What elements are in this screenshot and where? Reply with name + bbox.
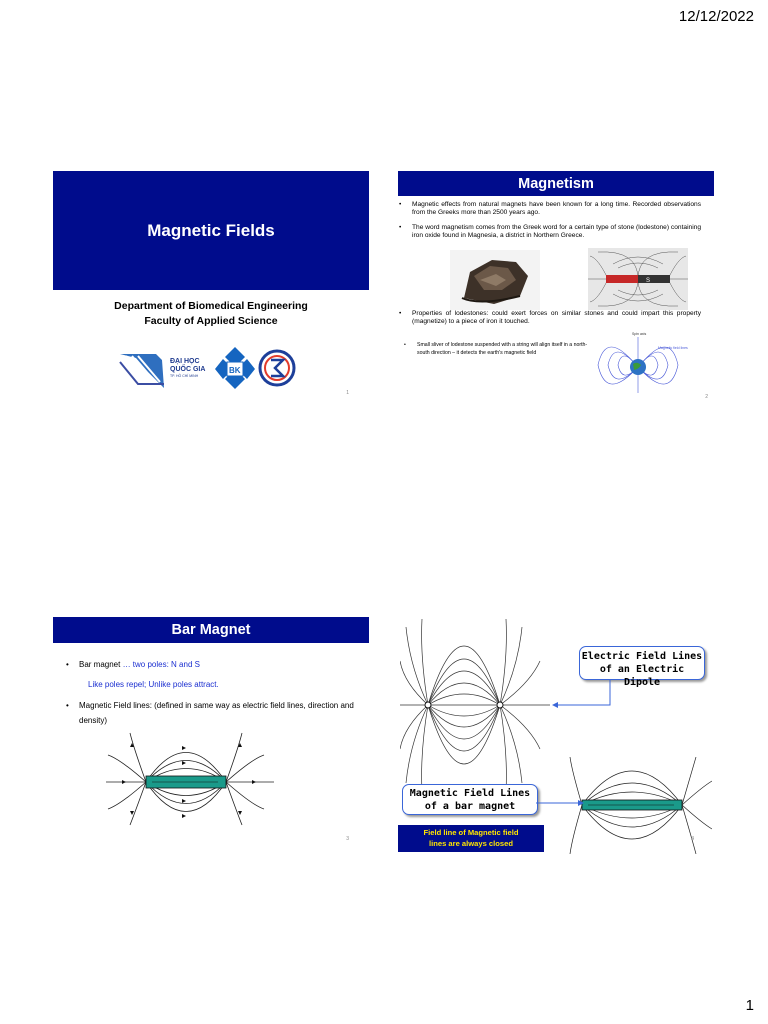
title-banner xyxy=(53,617,369,643)
magnetic-label-line-2: of a bar magnet xyxy=(424,801,516,812)
slide-number: 2 xyxy=(705,394,708,400)
bullet-dot: • xyxy=(399,224,402,231)
bullet-1 xyxy=(66,659,356,670)
magnetic-label-line-1: Magnetic Field Lines xyxy=(409,788,531,799)
bullet-text: Magnetic effects from natural magnets have been known for a long time. Recorded observations from the Greeks more than 2500 years ago. xyxy=(412,201,701,217)
poles-rule-text: Like poles repel; Unlike poles attract. xyxy=(88,680,219,689)
callout-arrow-icon xyxy=(536,797,586,809)
bullet-1 xyxy=(399,201,701,217)
faculty-sigma-logo-icon xyxy=(258,349,296,387)
bullet-dot: • xyxy=(404,342,406,348)
bullet-text: Properties of lodestones: could exert forces on similar stones and could impart this property (magnetize) to a piece of iron it touched. xyxy=(412,310,701,326)
department-line: Department of Biomedical Engineering xyxy=(114,300,308,312)
slide-title: Bar Magnet xyxy=(171,622,251,638)
slide-title: Magnetic Fields xyxy=(147,221,275,240)
slide-3 xyxy=(53,617,369,854)
bullet-dot: • xyxy=(399,201,402,208)
svg-text:S: S xyxy=(646,278,651,284)
spin-axis-label: Spin axis xyxy=(632,332,647,336)
bullet-2 xyxy=(399,224,701,240)
logo-text-1: ĐẠI HỌC xyxy=(170,358,200,365)
electric-label-line-1: Electric Field Lines xyxy=(581,651,703,662)
page-number: 1 xyxy=(745,997,754,1014)
bullet-text: Bar magnet xyxy=(79,660,123,669)
faculty-line: Faculty of Applied Science xyxy=(144,315,278,327)
bar-magnet-field-diagram xyxy=(106,729,286,827)
earth-field-image xyxy=(596,329,692,397)
slide-number: 4 xyxy=(691,836,694,842)
lodestone-image xyxy=(450,250,540,310)
bullet-dot: • xyxy=(66,660,69,669)
magnet-filings-image xyxy=(588,248,688,310)
bullet-4 xyxy=(399,342,589,357)
electric-dipole-diagram xyxy=(400,617,550,793)
vnu-logo-icon xyxy=(118,348,223,390)
logo-text-3: TP. HỒ CHÍ MINH xyxy=(170,374,199,378)
slide-number: 3 xyxy=(346,836,349,842)
poles-text: … two poles: N and S xyxy=(122,660,200,669)
bk-logo-icon xyxy=(215,345,255,389)
field-lines-label: Magnetic field lines xyxy=(658,346,688,350)
electric-field-label-box xyxy=(579,646,705,688)
logo-text-2: QUỐC GIA xyxy=(170,366,206,373)
title-banner xyxy=(53,171,369,290)
slide-title: Magnetism xyxy=(518,176,594,192)
print-date: 12/12/2022 xyxy=(678,8,754,25)
bullet-2 xyxy=(66,698,356,728)
bk-text: BK xyxy=(229,366,241,375)
bullet-text: Magnetic Field lines: (defined in same way as electric field lines, direction and density) xyxy=(79,701,354,725)
slide-2 xyxy=(398,171,714,408)
slide-4 xyxy=(398,617,714,854)
bullet-text: Small sliver of lodestone suspended with a string will align itself in a north-south direction – it detects the earth's magnetic field xyxy=(417,342,588,356)
closed-lines-note xyxy=(398,825,544,852)
note-line-1: Field line of Magnetic field xyxy=(423,828,519,837)
slide-number: 1 xyxy=(346,390,349,396)
bullet-dot: • xyxy=(66,701,69,710)
note-line-2: lines are always closed xyxy=(428,839,513,848)
callout-line-icon xyxy=(548,679,618,709)
magnetic-field-label-box xyxy=(402,784,538,815)
slide-1 xyxy=(53,171,369,408)
electric-label-line-2: of an Electric Dipole xyxy=(599,664,685,688)
bullet-text: The word magnetism comes from the Greek word for a certain type of stone (lodestone) containing iron oxide found in Magnesia, a district in Northern Greece. xyxy=(412,224,701,240)
title-banner xyxy=(398,171,714,196)
bullet-3 xyxy=(399,310,701,326)
bullet-dot: • xyxy=(399,310,402,317)
